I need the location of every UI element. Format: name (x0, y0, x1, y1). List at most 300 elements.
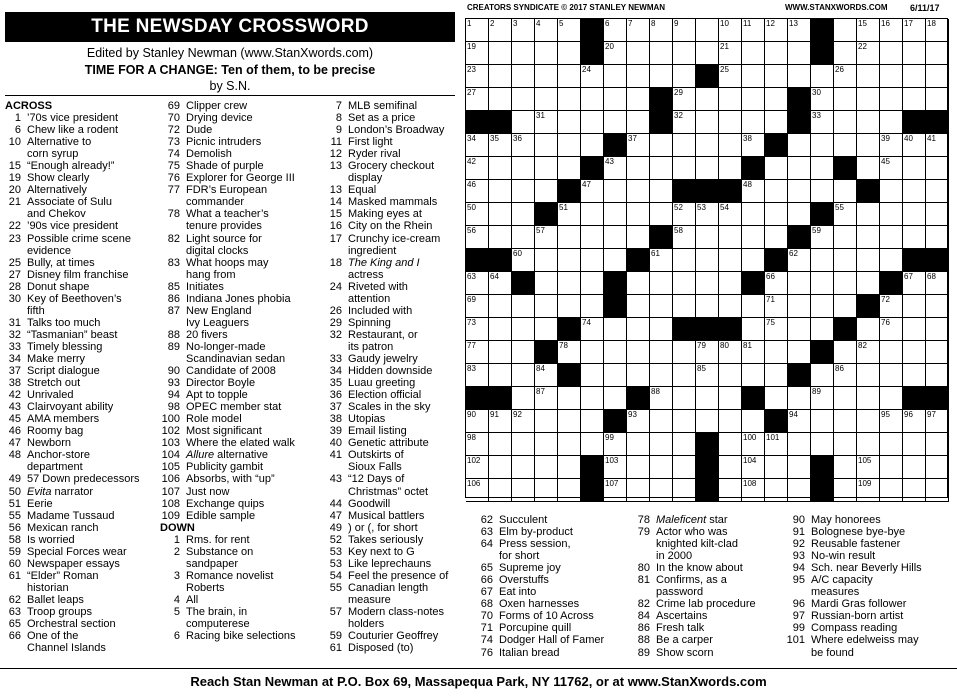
grid-cell[interactable] (512, 88, 535, 111)
grid-cell[interactable] (788, 295, 811, 318)
grid-cell[interactable] (489, 19, 512, 42)
grid-cell[interactable] (604, 226, 627, 249)
grid-cell[interactable] (512, 249, 535, 272)
grid-cell[interactable] (857, 387, 880, 410)
grid-cell[interactable] (834, 134, 857, 157)
grid-cell[interactable] (558, 295, 581, 318)
grid-cell[interactable] (811, 318, 834, 341)
grid-cell[interactable] (627, 134, 650, 157)
grid-cell[interactable] (673, 341, 696, 364)
grid-cell[interactable] (604, 65, 627, 88)
grid-cell[interactable] (512, 479, 535, 502)
grid-cell[interactable] (742, 249, 765, 272)
grid-cell[interactable] (880, 65, 903, 88)
grid-cell[interactable] (581, 387, 604, 410)
grid-cell[interactable] (811, 65, 834, 88)
grid-cell[interactable] (903, 433, 926, 456)
grid-cell[interactable] (696, 272, 719, 295)
grid-cell[interactable] (765, 295, 788, 318)
grid-cell[interactable] (719, 88, 742, 111)
grid-cell[interactable] (811, 249, 834, 272)
grid-cell[interactable] (903, 318, 926, 341)
grid-cell[interactable] (719, 203, 742, 226)
grid-cell[interactable] (558, 433, 581, 456)
grid-cell[interactable] (489, 272, 512, 295)
grid-cell[interactable] (719, 295, 742, 318)
grid-cell[interactable] (765, 433, 788, 456)
grid-cell[interactable] (903, 364, 926, 387)
grid-cell[interactable] (604, 88, 627, 111)
grid-cell[interactable] (535, 387, 558, 410)
grid-cell[interactable] (535, 295, 558, 318)
grid-cell[interactable] (466, 456, 489, 479)
grid-cell[interactable] (581, 134, 604, 157)
grid-cell[interactable] (604, 19, 627, 42)
grid-cell[interactable] (581, 272, 604, 295)
grid-cell[interactable] (696, 249, 719, 272)
grid-cell[interactable] (627, 341, 650, 364)
grid-cell[interactable] (627, 65, 650, 88)
grid-cell[interactable] (466, 226, 489, 249)
grid-cell[interactable] (880, 203, 903, 226)
grid-cell[interactable] (857, 19, 880, 42)
grid-cell[interactable] (788, 203, 811, 226)
grid-cell[interactable] (581, 341, 604, 364)
grid-cell[interactable] (581, 111, 604, 134)
grid-cell[interactable] (903, 42, 926, 65)
grid-cell[interactable] (742, 341, 765, 364)
grid-cell[interactable] (811, 295, 834, 318)
grid-cell[interactable] (512, 111, 535, 134)
grid-cell[interactable] (489, 295, 512, 318)
grid-cell[interactable] (604, 203, 627, 226)
grid-cell[interactable] (719, 249, 742, 272)
grid-cell[interactable] (627, 318, 650, 341)
grid-cell[interactable] (788, 387, 811, 410)
grid-cell[interactable] (926, 433, 949, 456)
grid-cell[interactable] (834, 19, 857, 42)
grid-cell[interactable] (604, 42, 627, 65)
grid-cell[interactable] (512, 295, 535, 318)
grid-cell[interactable] (650, 180, 673, 203)
grid-cell[interactable] (903, 410, 926, 433)
grid-cell[interactable] (627, 433, 650, 456)
grid-cell[interactable] (581, 433, 604, 456)
grid-cell[interactable] (650, 318, 673, 341)
grid-cell[interactable] (834, 479, 857, 502)
grid-cell[interactable] (765, 180, 788, 203)
grid-cell[interactable] (512, 19, 535, 42)
grid-cell[interactable] (512, 42, 535, 65)
grid-cell[interactable] (650, 42, 673, 65)
grid-cell[interactable] (926, 180, 949, 203)
grid-cell[interactable] (926, 134, 949, 157)
grid-cell[interactable] (719, 19, 742, 42)
grid-cell[interactable] (466, 318, 489, 341)
grid-cell[interactable] (765, 226, 788, 249)
grid-cell[interactable] (880, 111, 903, 134)
grid-cell[interactable] (604, 157, 627, 180)
grid-cell[interactable] (788, 318, 811, 341)
grid-cell[interactable] (765, 65, 788, 88)
grid-cell[interactable] (788, 19, 811, 42)
grid-cell[interactable] (696, 364, 719, 387)
grid-cell[interactable] (903, 134, 926, 157)
grid-cell[interactable] (489, 157, 512, 180)
grid-cell[interactable] (650, 157, 673, 180)
grid-cell[interactable] (535, 318, 558, 341)
grid-cell[interactable] (857, 341, 880, 364)
grid-cell[interactable] (673, 19, 696, 42)
grid-cell[interactable] (673, 456, 696, 479)
grid-cell[interactable] (834, 410, 857, 433)
grid-cell[interactable] (535, 433, 558, 456)
grid-cell[interactable] (696, 19, 719, 42)
grid-cell[interactable] (627, 42, 650, 65)
grid-cell[interactable] (857, 364, 880, 387)
grid-cell[interactable] (696, 88, 719, 111)
grid-cell[interactable] (719, 479, 742, 502)
grid-cell[interactable] (880, 433, 903, 456)
grid-cell[interactable] (765, 341, 788, 364)
grid-cell[interactable] (535, 111, 558, 134)
grid-cell[interactable] (512, 203, 535, 226)
grid-cell[interactable] (788, 410, 811, 433)
grid-cell[interactable] (834, 42, 857, 65)
grid-cell[interactable] (696, 157, 719, 180)
grid-cell[interactable] (834, 111, 857, 134)
grid-cell[interactable] (811, 410, 834, 433)
grid-cell[interactable] (466, 19, 489, 42)
grid-cell[interactable] (512, 226, 535, 249)
grid-cell[interactable] (581, 410, 604, 433)
grid-cell[interactable] (581, 88, 604, 111)
grid-cell[interactable] (857, 203, 880, 226)
grid-cell[interactable] (742, 134, 765, 157)
grid-cell[interactable] (558, 272, 581, 295)
grid-cell[interactable] (489, 65, 512, 88)
grid-cell[interactable] (765, 479, 788, 502)
grid-cell[interactable] (765, 88, 788, 111)
grid-cell[interactable] (466, 134, 489, 157)
grid-cell[interactable] (696, 111, 719, 134)
grid-cell[interactable] (719, 272, 742, 295)
grid-cell[interactable] (903, 341, 926, 364)
grid-cell[interactable] (880, 157, 903, 180)
grid-cell[interactable] (926, 42, 949, 65)
grid-cell[interactable] (903, 295, 926, 318)
grid-cell[interactable] (535, 410, 558, 433)
grid-cell[interactable] (857, 226, 880, 249)
grid-cell[interactable] (673, 410, 696, 433)
grid-cell[interactable] (788, 456, 811, 479)
grid-cell[interactable] (512, 318, 535, 341)
grid-cell[interactable] (742, 88, 765, 111)
grid-cell[interactable] (880, 134, 903, 157)
grid-cell[interactable] (627, 19, 650, 42)
grid-cell[interactable] (604, 180, 627, 203)
grid-cell[interactable] (926, 272, 949, 295)
grid-cell[interactable] (788, 341, 811, 364)
grid-cell[interactable] (558, 479, 581, 502)
grid-cell[interactable] (765, 111, 788, 134)
grid-cell[interactable] (696, 410, 719, 433)
grid-cell[interactable] (627, 364, 650, 387)
grid-cell[interactable] (696, 295, 719, 318)
grid-cell[interactable] (926, 19, 949, 42)
grid-cell[interactable] (742, 180, 765, 203)
grid-cell[interactable] (673, 226, 696, 249)
grid-cell[interactable] (788, 433, 811, 456)
grid-cell[interactable] (535, 42, 558, 65)
grid-cell[interactable] (811, 111, 834, 134)
grid-cell[interactable] (535, 88, 558, 111)
grid-cell[interactable] (627, 203, 650, 226)
grid-cell[interactable] (604, 111, 627, 134)
grid-cell[interactable] (673, 42, 696, 65)
grid-cell[interactable] (627, 479, 650, 502)
grid-cell[interactable] (489, 410, 512, 433)
grid-cell[interactable] (604, 364, 627, 387)
grid-cell[interactable] (604, 318, 627, 341)
grid-cell[interactable] (535, 19, 558, 42)
grid-cell[interactable] (788, 180, 811, 203)
grid-cell[interactable] (604, 433, 627, 456)
grid-cell[interactable] (489, 318, 512, 341)
grid-cell[interactable] (512, 364, 535, 387)
grid-cell[interactable] (811, 364, 834, 387)
grid-cell[interactable] (903, 157, 926, 180)
grid-cell[interactable] (926, 479, 949, 502)
grid-cell[interactable] (788, 65, 811, 88)
grid-cell[interactable] (535, 479, 558, 502)
grid-cell[interactable] (926, 456, 949, 479)
grid-cell[interactable] (765, 387, 788, 410)
grid-cell[interactable] (903, 226, 926, 249)
grid-cell[interactable] (765, 157, 788, 180)
grid-cell[interactable] (673, 134, 696, 157)
grid-cell[interactable] (650, 134, 673, 157)
grid-cell[interactable] (558, 226, 581, 249)
grid-cell[interactable] (857, 111, 880, 134)
grid-cell[interactable] (627, 272, 650, 295)
grid-cell[interactable] (558, 249, 581, 272)
grid-cell[interactable] (558, 65, 581, 88)
grid-cell[interactable] (535, 456, 558, 479)
grid-cell[interactable] (926, 318, 949, 341)
grid-cell[interactable] (489, 203, 512, 226)
grid-cell[interactable] (512, 410, 535, 433)
grid-cell[interactable] (880, 410, 903, 433)
grid-cell[interactable] (719, 341, 742, 364)
grid-cell[interactable] (627, 410, 650, 433)
grid-cell[interactable] (903, 19, 926, 42)
grid-cell[interactable] (627, 456, 650, 479)
grid-cell[interactable] (857, 157, 880, 180)
grid-cell[interactable] (857, 410, 880, 433)
grid-cell[interactable] (489, 341, 512, 364)
grid-cell[interactable] (489, 134, 512, 157)
grid-cell[interactable] (673, 479, 696, 502)
grid-cell[interactable] (834, 88, 857, 111)
grid-cell[interactable] (926, 157, 949, 180)
grid-cell[interactable] (581, 364, 604, 387)
grid-cell[interactable] (834, 364, 857, 387)
grid-cell[interactable] (466, 479, 489, 502)
grid-cell[interactable] (696, 203, 719, 226)
grid-cell[interactable] (834, 65, 857, 88)
grid-cell[interactable] (742, 42, 765, 65)
grid-cell[interactable] (604, 479, 627, 502)
grid-cell[interactable] (558, 410, 581, 433)
grid-cell[interactable] (857, 249, 880, 272)
grid-cell[interactable] (558, 456, 581, 479)
grid-cell[interactable] (558, 88, 581, 111)
grid-cell[interactable] (627, 88, 650, 111)
grid-cell[interactable] (742, 203, 765, 226)
grid-cell[interactable] (558, 42, 581, 65)
grid-cell[interactable] (880, 479, 903, 502)
grid-cell[interactable] (788, 249, 811, 272)
grid-cell[interactable] (742, 111, 765, 134)
grid-cell[interactable] (650, 433, 673, 456)
grid-cell[interactable] (903, 456, 926, 479)
grid-cell[interactable] (604, 341, 627, 364)
grid-cell[interactable] (489, 364, 512, 387)
grid-cell[interactable] (834, 272, 857, 295)
grid-cell[interactable] (650, 410, 673, 433)
grid-cell[interactable] (650, 249, 673, 272)
grid-cell[interactable] (834, 387, 857, 410)
grid-cell[interactable] (719, 134, 742, 157)
grid-cell[interactable] (719, 157, 742, 180)
grid-cell[interactable] (535, 364, 558, 387)
grid-cell[interactable] (788, 134, 811, 157)
grid-cell[interactable] (466, 410, 489, 433)
grid-cell[interactable] (719, 387, 742, 410)
grid-cell[interactable] (558, 157, 581, 180)
grid-cell[interactable] (765, 19, 788, 42)
grid-cell[interactable] (466, 180, 489, 203)
grid-cell[interactable] (466, 157, 489, 180)
grid-cell[interactable] (558, 203, 581, 226)
grid-cell[interactable] (880, 249, 903, 272)
grid-cell[interactable] (673, 433, 696, 456)
grid-cell[interactable] (696, 134, 719, 157)
grid-cell[interactable] (535, 134, 558, 157)
grid-cell[interactable] (857, 433, 880, 456)
grid-cell[interactable] (857, 456, 880, 479)
grid-cell[interactable] (742, 226, 765, 249)
grid-cell[interactable] (512, 456, 535, 479)
grid-cell[interactable] (466, 42, 489, 65)
grid-cell[interactable] (489, 479, 512, 502)
grid-cell[interactable] (581, 180, 604, 203)
grid-cell[interactable] (535, 157, 558, 180)
grid-cell[interactable] (650, 456, 673, 479)
grid-cell[interactable] (742, 479, 765, 502)
grid-cell[interactable] (880, 180, 903, 203)
grid-cell[interactable] (673, 387, 696, 410)
grid-cell[interactable] (857, 42, 880, 65)
grid-cell[interactable] (466, 364, 489, 387)
grid-cell[interactable] (857, 479, 880, 502)
grid-cell[interactable] (604, 387, 627, 410)
grid-cell[interactable] (719, 65, 742, 88)
grid-cell[interactable] (696, 226, 719, 249)
grid-cell[interactable] (696, 42, 719, 65)
grid-cell[interactable] (857, 88, 880, 111)
grid-cell[interactable] (581, 318, 604, 341)
grid-cell[interactable] (558, 111, 581, 134)
grid-cell[interactable] (650, 341, 673, 364)
grid-cell[interactable] (903, 272, 926, 295)
grid-cell[interactable] (673, 364, 696, 387)
grid-cell[interactable] (903, 479, 926, 502)
grid-cell[interactable] (604, 456, 627, 479)
grid-cell[interactable] (512, 65, 535, 88)
grid-cell[interactable] (926, 410, 949, 433)
grid-cell[interactable] (535, 226, 558, 249)
grid-cell[interactable] (857, 134, 880, 157)
grid-cell[interactable] (742, 433, 765, 456)
grid-cell[interactable] (466, 272, 489, 295)
grid-cell[interactable] (719, 226, 742, 249)
grid-cell[interactable] (834, 456, 857, 479)
grid-cell[interactable] (926, 364, 949, 387)
grid-cell[interactable] (627, 111, 650, 134)
grid-cell[interactable] (719, 364, 742, 387)
grid-cell[interactable] (581, 226, 604, 249)
grid-cell[interactable] (535, 272, 558, 295)
grid-cell[interactable] (604, 249, 627, 272)
grid-cell[interactable] (880, 42, 903, 65)
grid-cell[interactable] (834, 295, 857, 318)
grid-cell[interactable] (558, 341, 581, 364)
grid-cell[interactable] (673, 203, 696, 226)
grid-cell[interactable] (903, 65, 926, 88)
grid-cell[interactable] (765, 456, 788, 479)
grid-cell[interactable] (811, 134, 834, 157)
grid-cell[interactable] (811, 272, 834, 295)
grid-cell[interactable] (880, 226, 903, 249)
grid-cell[interactable] (581, 249, 604, 272)
grid-cell[interactable] (834, 180, 857, 203)
grid-cell[interactable] (811, 433, 834, 456)
grid-cell[interactable] (673, 157, 696, 180)
grid-cell[interactable] (765, 203, 788, 226)
grid-cell[interactable] (880, 387, 903, 410)
grid-cell[interactable] (581, 65, 604, 88)
grid-cell[interactable] (719, 433, 742, 456)
grid-cell[interactable] (466, 295, 489, 318)
grid-cell[interactable] (788, 42, 811, 65)
grid-cell[interactable] (880, 88, 903, 111)
grid-cell[interactable] (650, 203, 673, 226)
grid-cell[interactable] (903, 180, 926, 203)
grid-cell[interactable] (512, 157, 535, 180)
grid-cell[interactable] (673, 295, 696, 318)
grid-cell[interactable] (719, 456, 742, 479)
grid-cell[interactable] (535, 65, 558, 88)
grid-cell[interactable] (765, 364, 788, 387)
grid-cell[interactable] (512, 387, 535, 410)
grid-cell[interactable] (650, 65, 673, 88)
grid-cell[interactable] (742, 295, 765, 318)
grid-cell[interactable] (558, 134, 581, 157)
grid-cell[interactable] (558, 387, 581, 410)
grid-cell[interactable] (466, 203, 489, 226)
